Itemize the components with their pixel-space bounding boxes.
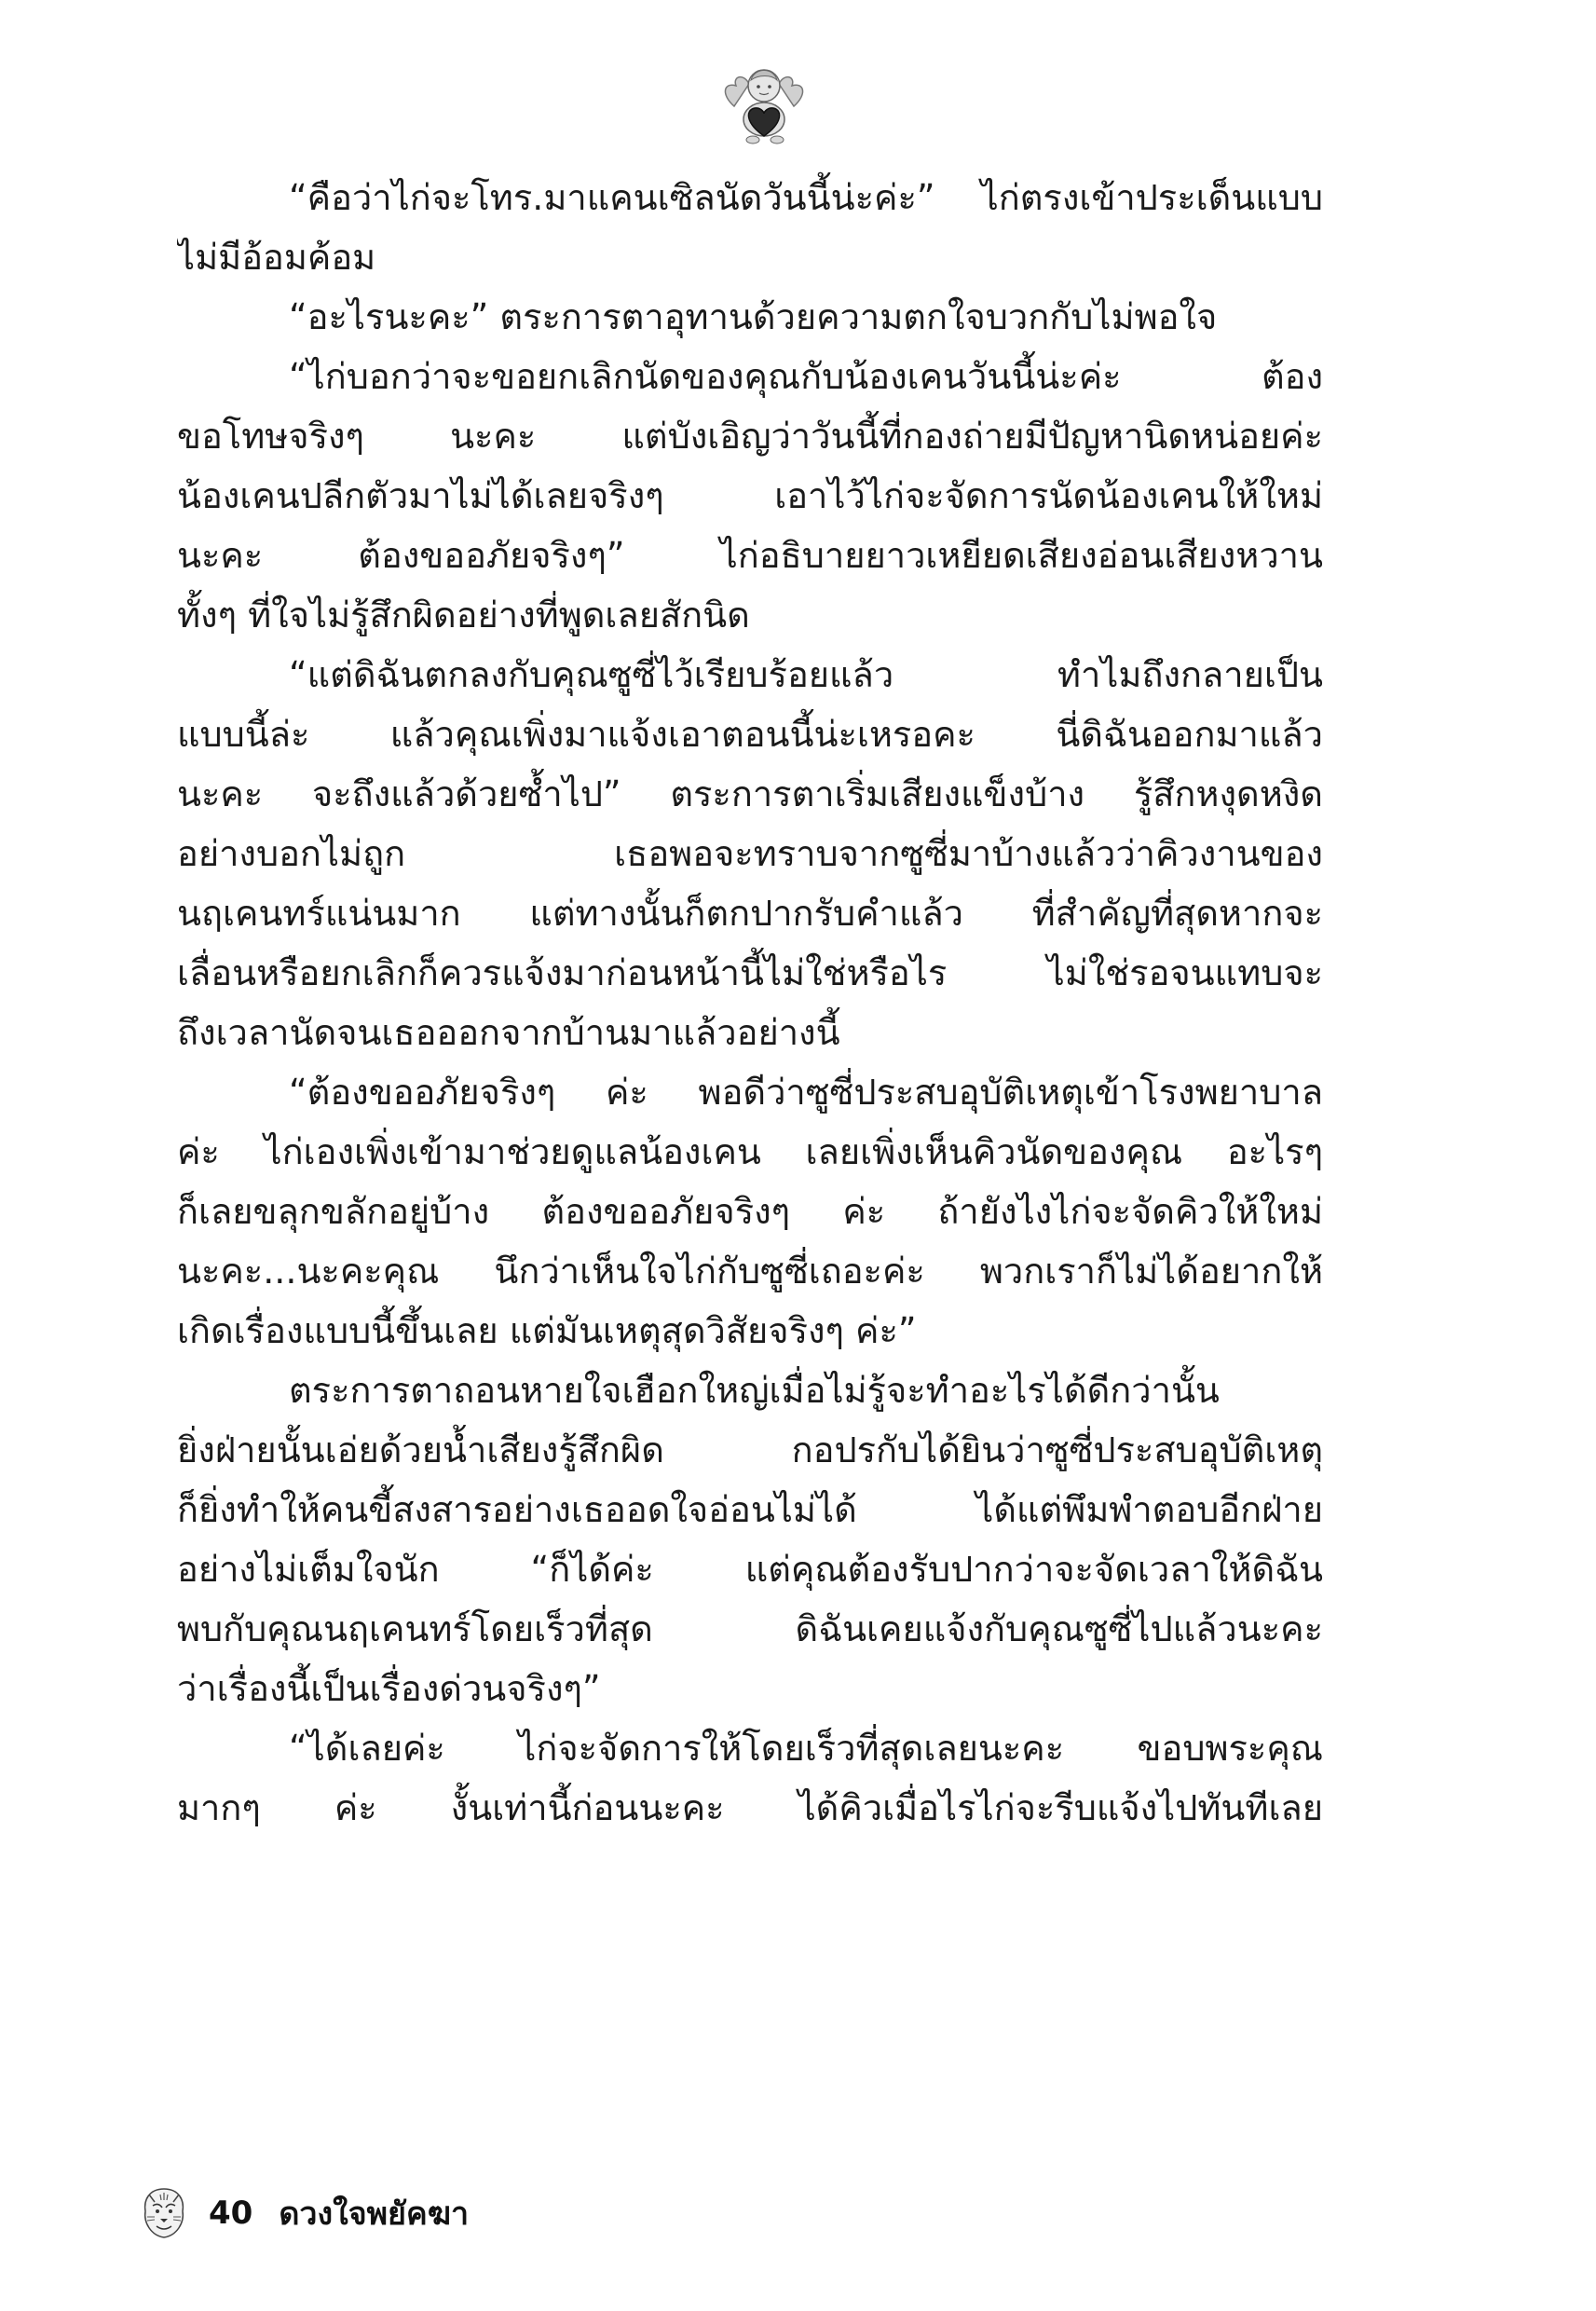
page-number: 40 [209, 2195, 253, 2232]
text-line: พบกับคุณนฤเคนทร์โดยเร็วที่สุด ดิฉันเคยแจ้งกับคุณซูซี่ไปแล้วนะคะ [177, 1608, 1323, 1649]
text-line: ขอโทษจริงๆ นะคะ แต่บังเอิญว่าวันนี้ที่กองถ่ายมีปัญหานิดหน่อยค่ะ [177, 416, 1323, 457]
text-line: ถึงเวลานัดจนเธอออกจากบ้านมาแล้วอย่างนี้ [177, 1012, 840, 1053]
text-line: “ต้องขออภัยจริงๆ ค่ะ พอดีว่าซูซี่ประสบอุบัติเหตุเข้าโรงพยาบาล [289, 1072, 1323, 1113]
cherub-holding-heart-svg [717, 58, 811, 151]
tiger-head-emblem-svg [140, 2185, 188, 2241]
text-line: ตระการตาถอนหายใจเฮือกใหญ่เมื่อไม่รู้จะทำอะไรได้ดีกว่านั้น [289, 1370, 1220, 1411]
text-line: เลื่อนหรือยกเลิกก็ควรแจ้งมาก่อนหน้านี้ไม่ใช่หรือไร ไม่ใช่รอจนแทบจะ [177, 952, 1323, 993]
text-line: “ได้เลยค่ะ ไก่จะจัดการให้โดยเร็วที่สุดเลยนะคะ ขอบพระคุณ [289, 1728, 1323, 1769]
text-line: ว่าเรื่องนี้เป็นเรื่องด่วนจริงๆ” [177, 1668, 601, 1709]
text-line: นฤเคนทร์แน่นมาก แต่ทางนั้นก็ตกปากรับคำแล้ว ที่สำคัญที่สุดหากจะ [177, 893, 1323, 934]
body-text [177, 168, 1323, 1838]
text-line: แบบนี้ล่ะ แล้วคุณเพิ่งมาแจ้งเอาตอนนี้น่ะเหรอคะ นี่ดิฉันออกมาแล้ว [177, 714, 1323, 755]
text-line: ก็เลยขลุกขลักอยู่บ้าง ต้องขออภัยจริงๆ ค่ะ ถ้ายังไงไก่จะจัดคิวให้ใหม่ [177, 1191, 1323, 1232]
text-line: มากๆ ค่ะ งั้นเท่านี้ก่อนนะคะ ได้คิวเมื่อไรไก่จะรีบแจ้งไปทันทีเลย [177, 1787, 1323, 1828]
text-line: “แต่ดิฉันตกลงกับคุณซูซี่ไว้เรียบร้อยแล้ว ทำไมถึงกลายเป็น [289, 654, 1323, 695]
page-footer [140, 2185, 469, 2241]
text-line: ค่ะ ไก่เองเพิ่งเข้ามาช่วยดูแลน้องเคน เลยเพิ่งเห็นคิวนัดของคุณ อะไรๆ [177, 1131, 1323, 1172]
text-line: อย่างบอกไม่ถูก เธอพอจะทราบจากซูซี่มาบ้างแล้วว่าคิวงานของ [177, 833, 1323, 874]
text-line: “คือว่าไก่จะโทร.มาแคนเซิลนัดวันนี้น่ะค่ะ” ไก่ตรงเข้าประเด็นแบบ [289, 177, 1323, 218]
text-line: ทั้งๆ ที่ใจไม่รู้สึกผิดอย่างที่พูดเลยสักนิด [177, 595, 750, 636]
cherub-holding-heart-icon [717, 58, 811, 151]
book-title: ดวงใจพยัคฆา [279, 2195, 470, 2233]
text-line: “อะไรนะคะ” ตระการตาอุทานด้วยความตกใจบวกกับไม่พอใจ [289, 296, 1218, 337]
text-line: “ไก่บอกว่าจะขอยกเลิกนัดของคุณกับน้องเคนวันนี้น่ะค่ะ ต้อง [289, 356, 1323, 397]
text-line: นะคะ ต้องขออภัยจริงๆ” ไก่อธิบายยาวเหยียดเสียงอ่อนเสียงหวาน [177, 535, 1323, 576]
text-line: ยิ่งฝ่ายนั้นเอ่ยด้วยน้ำเสียงรู้สึกผิด กอปรกับได้ยินว่าซูซี่ประสบอุบัติเหตุ [177, 1429, 1323, 1470]
text-line: นะคะ...นะคะคุณ นึกว่าเห็นใจไก่กับซูซี่เถอะค่ะ พวกเราก็ไม่ได้อยากให้ [177, 1251, 1323, 1292]
text-line: ไม่มีอ้อมค้อม [177, 237, 376, 278]
text-line: นะคะ จะถึงแล้วด้วยซ้ำไป” ตระการตาเริ่มเสียงแข็งบ้าง รู้สึกหงุดหงิด [177, 773, 1323, 814]
text-line: ก็ยิ่งทำให้คนขี้สงสารอย่างเธออดใจอ่อนไม่ได้ ได้แต่พึมพำตอบอีกฝ่าย [177, 1489, 1323, 1530]
tiger-head-emblem-icon [140, 2185, 188, 2241]
text-line: อย่างไม่เต็มใจนัก “ก็ได้ค่ะ แต่คุณต้องรับปากว่าจะจัดเวลาให้ดิฉัน [177, 1549, 1323, 1590]
text-line: น้องเคนปลีกตัวมาไม่ได้เลยจริงๆ เอาไว้ไก่จะจัดการนัดน้องเคนให้ใหม่ [177, 475, 1323, 516]
text-line: เกิดเรื่องแบบนี้ขึ้นเลย แต่มันเหตุสุดวิสัยจริงๆ ค่ะ” [177, 1310, 917, 1351]
